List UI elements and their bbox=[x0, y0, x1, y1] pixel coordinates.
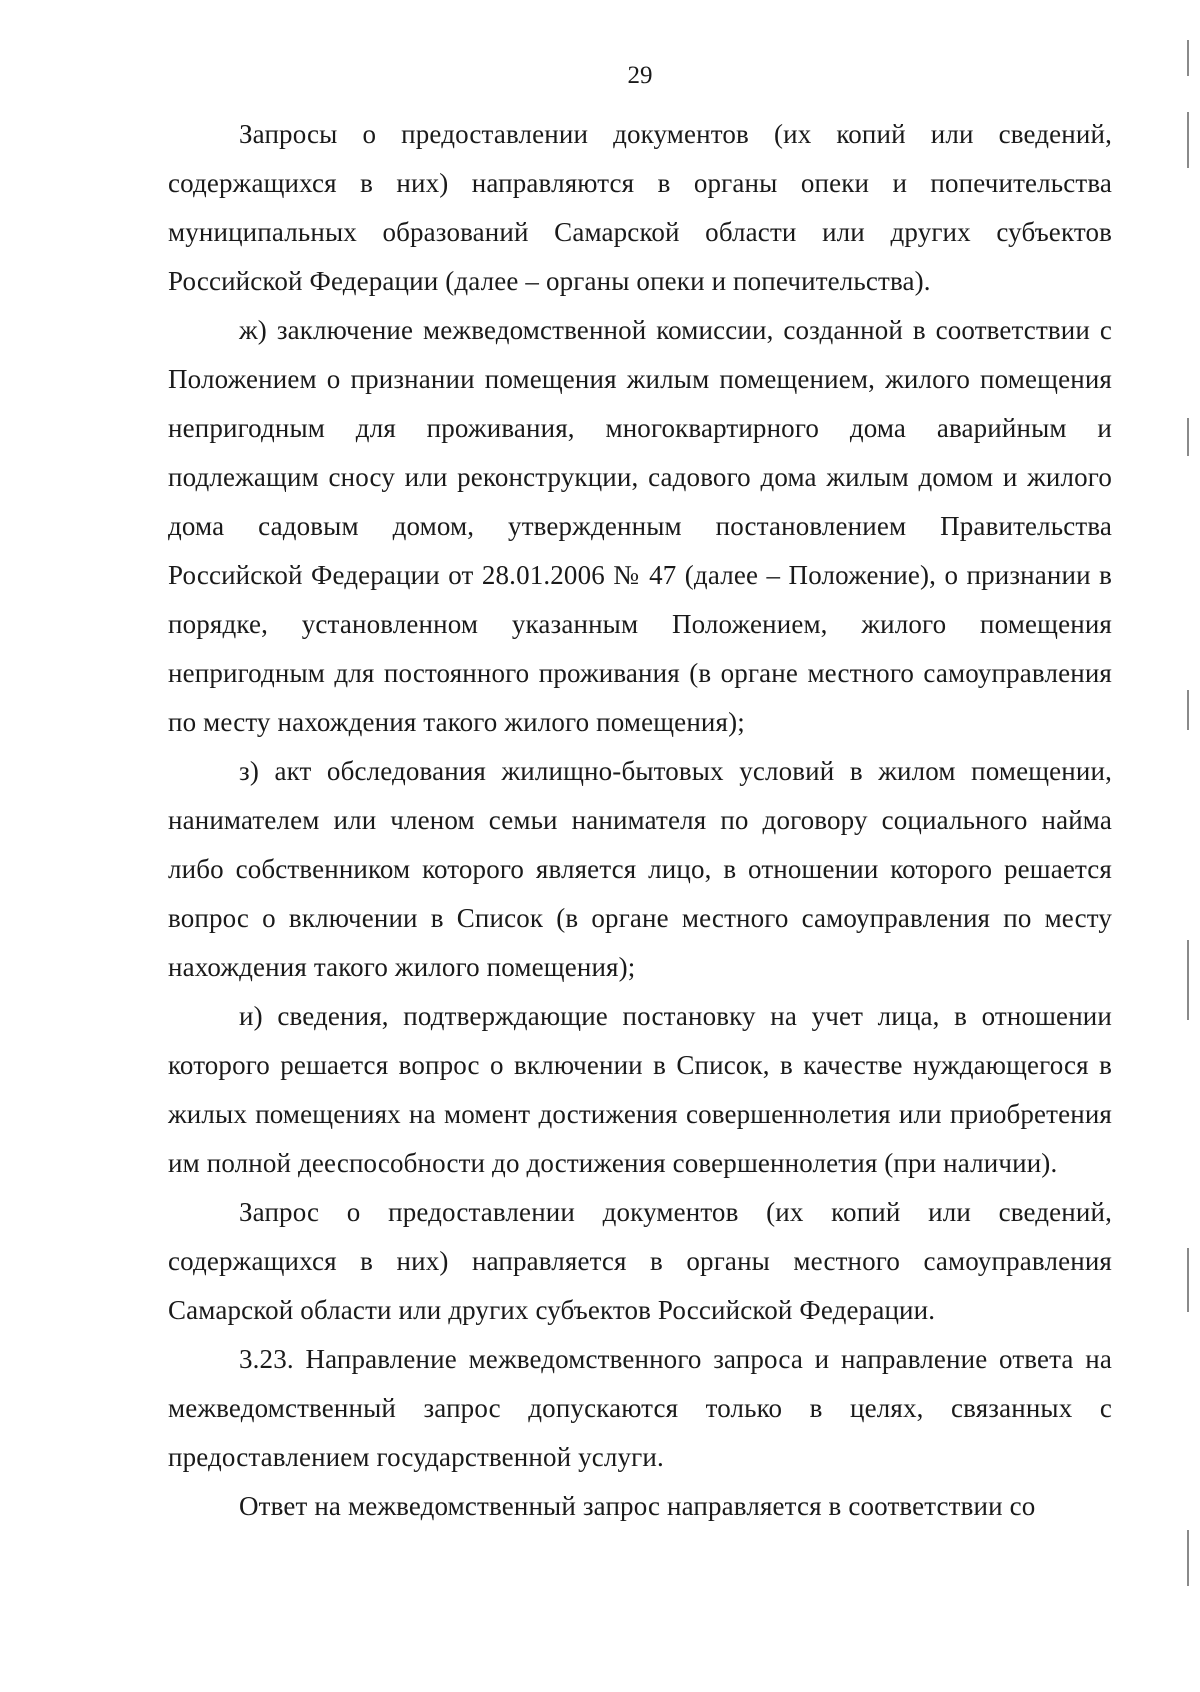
paragraph-section-3-23: 3.23. Направление межведомственного запроса и направление ответа на межведомственный запрос допускаются только в целях, связанных с предоставлением государственной услуги. bbox=[168, 1344, 1112, 1472]
scan-edge-mark bbox=[1187, 1530, 1189, 1586]
paragraph-item-z: з) акт обследования жилищно-бытовых условий в жилом помещении, нанимателем или членом семьи нанимателя по договору социального найма либо собственником которого является лицо, в отношении которого решается вопрос о включении в Список (в органе местного самоуправления по месту нахождения такого жилого помещения); bbox=[168, 756, 1112, 982]
paragraph-item-zh: ж) заключение межведомственной комиссии, созданной в соответствии с Положением о признании помещения жилым помещением, жилого помещения непригодным для проживания, многоквартирного дома аварийным и подлежащим сносу или реконструкции, садового дома жилым домом и жилого дома садовым домом, утвержденным постановлением Правительства Российской Федерации от 28.01.2006 № 47 (далее – Положение), о признании в порядке, установленном указанным Положением, жилого помещения непригодным для постоянного проживания (в органе местного самоуправления по месту нахождения такого жилого помещения); bbox=[168, 315, 1112, 737]
scan-edge-mark bbox=[1187, 112, 1189, 168]
scan-edge-mark bbox=[1187, 690, 1189, 730]
paragraph-local-government-request: Запрос о предоставлении документов (их копий или сведений, содержащихся в них) направляется в органы местного самоуправления Самарской области или других субъектов Российской Федерации. bbox=[168, 1197, 1112, 1325]
paragraph-guardianship-requests: Запросы о предоставлении документов (их копий или сведений, содержащихся в них) направляются в органы опеки и попечительства муниципальных образований Самарской области или других субъектов Российской Федерации (далее – органы опеки и попечительства). bbox=[168, 119, 1112, 296]
document-body bbox=[168, 110, 1112, 1531]
scan-edge-mark bbox=[1187, 940, 1189, 1020]
scan-edge-mark bbox=[1187, 418, 1189, 456]
scan-edge-mark bbox=[1187, 40, 1189, 76]
scan-edge-mark bbox=[1187, 1248, 1189, 1312]
paragraph-item-i: и) сведения, подтверждающие постановку на учет лица, в отношении которого решается вопрос о включении в Список, в качестве нуждающегося в жилых помещениях на момент достижения совершеннолетия или приобретения им полной дееспособности до достижения совершеннолетия (при наличии). bbox=[168, 1001, 1112, 1178]
page-number: 29 bbox=[627, 62, 653, 89]
paragraph-response: Ответ на межведомственный запрос направляется в соответствии со bbox=[239, 1491, 1036, 1521]
